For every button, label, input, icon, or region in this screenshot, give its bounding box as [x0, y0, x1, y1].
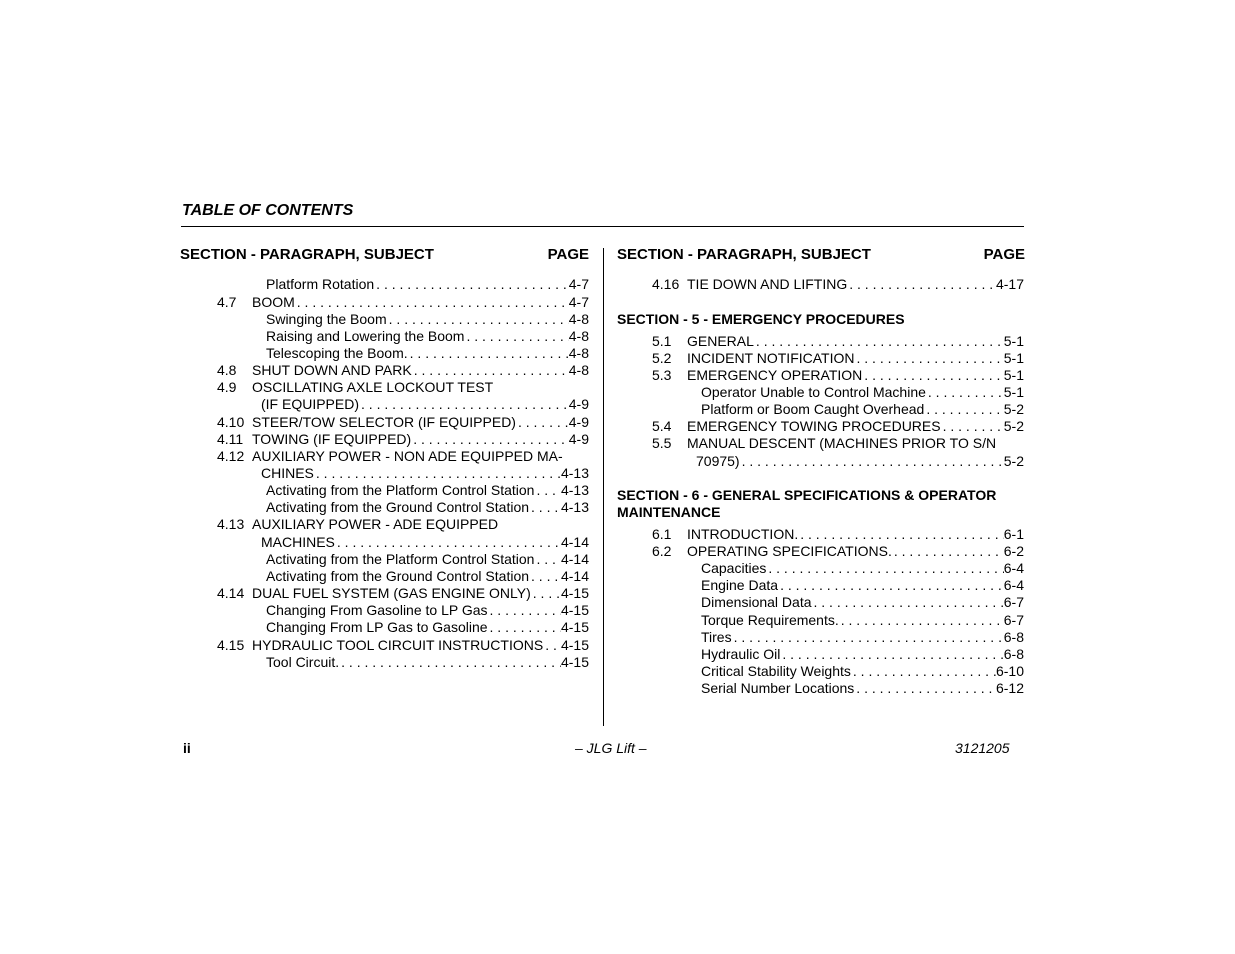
toc-entry[interactable]: Swinging the Boom . . . 4-8 [266, 311, 589, 328]
toc-entry[interactable]: Critical Stability Weights . . . 6-10 [701, 663, 1024, 680]
right-header-subject: SECTION - PARAGRAPH, SUBJECT [617, 246, 871, 263]
toc-entry[interactable]: Engine Data . . . 6-4 [701, 577, 1024, 594]
toc-entry[interactable]: 6.2 OPERATING SPECIFICATIONS. . . . 6-2 [652, 543, 1024, 560]
toc-entry[interactable]: 5.4 EMERGENCY TOWING PROCEDURES . . . 5-2 [652, 418, 1024, 435]
toc-entry[interactable]: Tool Circuit. . . . 4-15 [266, 654, 589, 671]
toc-entry[interactable]: 5.5 MANUAL DESCENT (MACHINES PRIOR TO S/N [652, 435, 997, 451]
toc-entry[interactable]: 4.12 AUXILIARY POWER - NON ADE EQUIPPED MA- [217, 448, 563, 464]
toc-entry[interactable]: Activating from the Ground Control Station . . . 4-13 [266, 499, 589, 516]
toc-entry[interactable]: Platform Rotation . . . 4-7 [266, 276, 589, 293]
toc-entry[interactable]: Tires . . . 6-8 [701, 629, 1024, 646]
toc-entry[interactable]: 4.7 BOOM . . . 4-7 [217, 294, 589, 311]
toc-entry[interactable]: Activating from the Platform Control Station . . . 4-14 [266, 551, 589, 568]
toc-entry[interactable]: 5.3 EMERGENCY OPERATION . . . 5-1 [652, 367, 1024, 384]
toc-entry[interactable]: Changing From Gasoline to LP Gas . . . 4-15 [266, 602, 589, 619]
toc-entry[interactable]: Operator Unable to Control Machine . . . 5-1 [701, 384, 1024, 401]
right-header-page: PAGE [983, 246, 1025, 263]
left-header-subject: SECTION - PARAGRAPH, SUBJECT [180, 246, 434, 263]
section-6-heading-line2: MAINTENANCE [617, 504, 721, 520]
toc-entry[interactable]: Raising and Lowering the Boom . . . 4-8 [266, 328, 589, 345]
toc-entry[interactable]: 4.9 OSCILLATING AXLE LOCKOUT TEST [217, 379, 494, 395]
toc-entry[interactable]: Serial Number Locations . . . 6-12 [701, 680, 1024, 697]
page-title: TABLE OF CONTENTS [182, 202, 354, 219]
toc-entry[interactable]: CHINES . . . 4-13 [261, 465, 589, 482]
toc-entry[interactable]: 4.10 STEER/TOW SELECTOR (IF EQUIPPED) . . . 4-9 [217, 414, 589, 431]
toc-entry[interactable]: 6.1 INTRODUCTION. . . . 6-1 [652, 526, 1024, 543]
toc-entry[interactable]: 4.16 TIE DOWN AND LIFTING . . . 4-17 [652, 276, 1024, 293]
toc-entry[interactable]: 70975) . . . 5-2 [696, 453, 1024, 470]
column-divider [603, 248, 604, 726]
toc-entry[interactable]: 4.14 DUAL FUEL SYSTEM (GAS ENGINE ONLY) . . . 4-15 [217, 585, 589, 602]
section-5-heading: SECTION - 5 - EMERGENCY PROCEDURES [617, 311, 905, 327]
footer-page-number: ii [183, 740, 191, 756]
footer-company: – JLG Lift – [575, 740, 647, 756]
toc-entry[interactable]: MACHINES . . . 4-14 [261, 534, 589, 551]
toc-entry[interactable]: Torque Requirements. . . . 6-7 [701, 612, 1024, 629]
toc-entry[interactable]: Activating from the Ground Control Station . . . 4-14 [266, 568, 589, 585]
section-6-heading-line1: SECTION - 6 - GENERAL SPECIFICATIONS & OPERATOR [617, 487, 997, 503]
toc-entry[interactable]: 4.11 TOWING (IF EQUIPPED) . . . 4-9 [217, 431, 589, 448]
title-rule [181, 226, 1024, 227]
left-column-header [180, 246, 589, 263]
toc-entry[interactable]: Hydraulic Oil . . . 6-8 [701, 646, 1024, 663]
right-column-header [617, 246, 1025, 263]
left-header-page: PAGE [547, 246, 589, 263]
toc-entry[interactable]: 5.2 INCIDENT NOTIFICATION . . . 5-1 [652, 350, 1024, 367]
toc-entry[interactable]: Changing From LP Gas to Gasoline . . . 4-15 [266, 619, 589, 636]
toc-entry[interactable]: Telescoping the Boom. . . . 4-8 [266, 345, 589, 362]
toc-entry[interactable]: (IF EQUIPPED) . . . 4-9 [261, 396, 589, 413]
toc-entry[interactable]: 4.8 SHUT DOWN AND PARK . . . 4-8 [217, 362, 589, 379]
toc-entry[interactable]: Activating from the Platform Control Station . . . 4-13 [266, 482, 589, 499]
section-6-heading [617, 487, 996, 521]
toc-entry[interactable]: Platform or Boom Caught Overhead . . . 5-2 [701, 401, 1024, 418]
toc-entry[interactable]: Capacities . . . 6-4 [701, 560, 1024, 577]
toc-entry[interactable]: Dimensional Data . . . 6-7 [701, 594, 1024, 611]
toc-entry[interactable]: 4.15 HYDRAULIC TOOL CIRCUIT INSTRUCTIONS . . . 4-15 [217, 637, 589, 654]
footer-document-number: 3121205 [955, 740, 1010, 756]
toc-entry[interactable]: 5.1 GENERAL . . . 5-1 [652, 333, 1024, 350]
toc-entry[interactable]: 4.13 AUXILIARY POWER - ADE EQUIPPED [217, 516, 499, 532]
